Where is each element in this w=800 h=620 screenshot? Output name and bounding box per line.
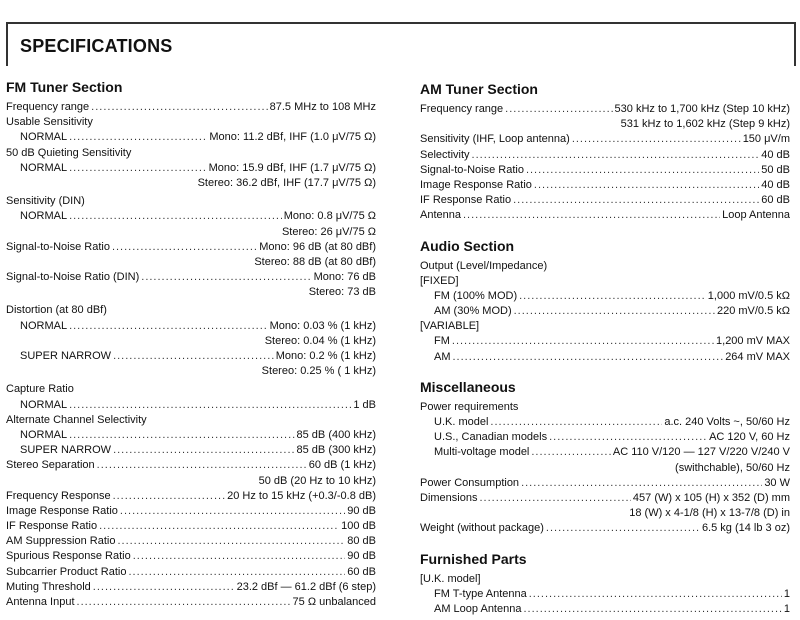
fm-usable-normal: NORMAL ..... Mono: 11.2 dBf, IHF (1.0 μV/75 Ω) (6, 130, 376, 145)
fm-frequency-response: Frequency Response ..... 20 Hz to 15 kHz (+0.3/-0.8 dB) (6, 489, 376, 504)
fm-spurious: Spurious Response Ratio ..... 90 dB (6, 549, 376, 564)
am-frequency-range: Frequency range ..... 530 kHz to 1,700 kHz (Step 10 kHz) (420, 102, 790, 117)
misc-multi-voltage-2: (swithchable), 50/60 Hz (675, 461, 790, 474)
fm-tuner-column (6, 78, 376, 610)
parts-fm-antenna: FM T-type Antenna ..... 1 (420, 587, 790, 602)
misc-dimensions-2: 18 (W) x 4-1/8 (H) x 13-7/8 (D) in (629, 507, 790, 520)
am-frequency-range-2: 531 kHz to 1,602 kHz (Step 9 kHz) (620, 118, 790, 131)
audio-am-fixed: AM (30% MOD) ..... 220 mV/0.5 kΩ (420, 304, 790, 319)
misc-us-model: U.S., Canadian models ..... AC 120 V, 60 Hz (420, 430, 790, 445)
page-title: SPECIFICATIONS (20, 36, 173, 56)
misc-weight: Weight (without package) ..... 6.5 kg (14 lb 3 oz) (420, 521, 790, 536)
am-if-response: IF Response Ratio ..... 60 dB (420, 193, 790, 208)
misc-dimensions: Dimensions ..... 457 (W) x 105 (H) x 352 (D) mm (420, 491, 790, 506)
fm-snr-din-stereo: Stereo: 73 dB (308, 286, 376, 299)
fm-sensitivity-din: Sensitivity (DIN) (6, 195, 85, 208)
fm-dist-super: SUPER NARROW ..... Mono: 0.2 % (1 kHz) (6, 349, 376, 364)
audio-variable: [VARIABLE] (420, 320, 480, 333)
am-snr: Signal-to-Noise Ratio ..... 50 dB (420, 163, 790, 178)
am-selectivity: Selectivity ..... 40 dB (420, 148, 790, 163)
fm-snr-stereo: Stereo: 88 dB (at 80 dBf) (254, 255, 376, 268)
fm-quieting-normal: NORMAL ..... Mono: 15.9 dBf, IHF (1.7 μV/75 Ω) (6, 161, 376, 176)
parts-am-antenna: AM Loop Antenna ..... 1 (420, 602, 790, 617)
fm-snr: Signal-to-Noise Ratio ..... Mono: 96 dB (at 80 dBf) (6, 240, 376, 255)
fm-din-normal: NORMAL ..... Mono: 0.8 μV/75 Ω (6, 209, 376, 224)
fm-if-response: IF Response Ratio ..... 100 dB (6, 519, 376, 534)
audio-fixed: [FIXED] (420, 274, 459, 287)
am-section-title: AM Tuner Section (420, 81, 538, 97)
fm-image-response: Image Response Ratio ..... 90 dB (6, 504, 376, 519)
fm-alt-normal: NORMAL ..... 85 dB (400 kHz) (6, 428, 376, 443)
fm-alt-channel: Alternate Channel Selectivity (6, 413, 147, 426)
fm-stereo-separation: Stereo Separation ..... 60 dB (1 kHz) (6, 458, 376, 473)
fm-capture-ratio: Capture Ratio (6, 383, 74, 396)
fm-frequency-range: Frequency range ..... 87.5 MHz to 108 MHz (6, 100, 376, 115)
audio-am-variable: AM ..... 264 mV MAX (420, 350, 790, 365)
fm-dist-normal-stereo: Stereo: 0.04 % (1 kHz) (264, 334, 376, 347)
misc-power-consumption: Power Consumption ..... 30 W (420, 476, 790, 491)
misc-uk-model: U.K. model ..... a.c. 240 Volts ~, 50/60 Hz (420, 415, 790, 430)
am-sensitivity: Sensitivity (IHF, Loop antenna) ..... 150 μV/m (420, 132, 790, 147)
fm-muting-threshold: Muting Threshold ..... 23.2 dBf — 61.2 dBf (6 step) (6, 580, 376, 595)
fm-usable-sensitivity: Usable Sensitivity (6, 116, 93, 129)
misc-section-title: Miscellaneous (420, 378, 516, 395)
fm-quieting-sensitivity: 50 dB Quieting Sensitivity (6, 146, 132, 159)
audio-fm-fixed: FM (100% MOD) ..... 1,000 mV/0.5 kΩ (420, 289, 790, 304)
fm-distortion: Distortion (at 80 dBf) (6, 304, 107, 317)
title-frame (6, 22, 796, 66)
fm-alt-super: SUPER NARROW ..... 85 dB (300 kHz) (6, 443, 376, 458)
audio-section-title: Audio Section (420, 237, 515, 254)
fm-stereo-separation-2: 50 dB (20 Hz to 10 kHz) (258, 474, 376, 487)
fm-quieting-stereo: Stereo: 36.2 dBf, IHF (17.7 μV/75 Ω) (197, 176, 376, 189)
misc-power-requirements: Power requirements (420, 400, 519, 413)
fm-subcarrier: Subcarrier Product Ratio ..... 60 dB (6, 565, 376, 580)
audio-output: Output (Level/Impedance) (420, 259, 548, 272)
misc-multi-voltage: Multi-voltage model ..... AC 110 V/120 — 127 V/220 V/240 V (420, 445, 790, 460)
parts-section-title: Furnished Parts (420, 550, 527, 567)
fm-am-suppression: AM Suppression Ratio ..... 80 dB (6, 534, 376, 549)
am-image-response: Image Response Ratio ..... 40 dB (420, 178, 790, 193)
fm-snr-din: Signal-to-Noise Ratio (DIN) ..... Mono: 76 dB (6, 270, 376, 285)
fm-dist-normal: NORMAL ..... Mono: 0.03 % (1 kHz) (6, 319, 376, 334)
right-column (420, 80, 790, 617)
fm-dist-super-stereo: Stereo: 0.25 % ( 1 kHz) (261, 365, 376, 378)
audio-fm-variable: FM ..... 1,200 mV MAX (420, 334, 790, 349)
fm-capture-normal: NORMAL ..... 1 dB (6, 398, 376, 413)
parts-uk-model: [U.K. model] (420, 572, 481, 585)
fm-section-title: FM Tuner Section (6, 79, 123, 95)
fm-antenna-input: Antenna Input ..... 75 Ω unbalanced (6, 595, 376, 610)
am-antenna: Antenna ..... Loop Antenna (420, 208, 790, 223)
fm-din-stereo: Stereo: 26 μV/75 Ω (281, 225, 376, 238)
